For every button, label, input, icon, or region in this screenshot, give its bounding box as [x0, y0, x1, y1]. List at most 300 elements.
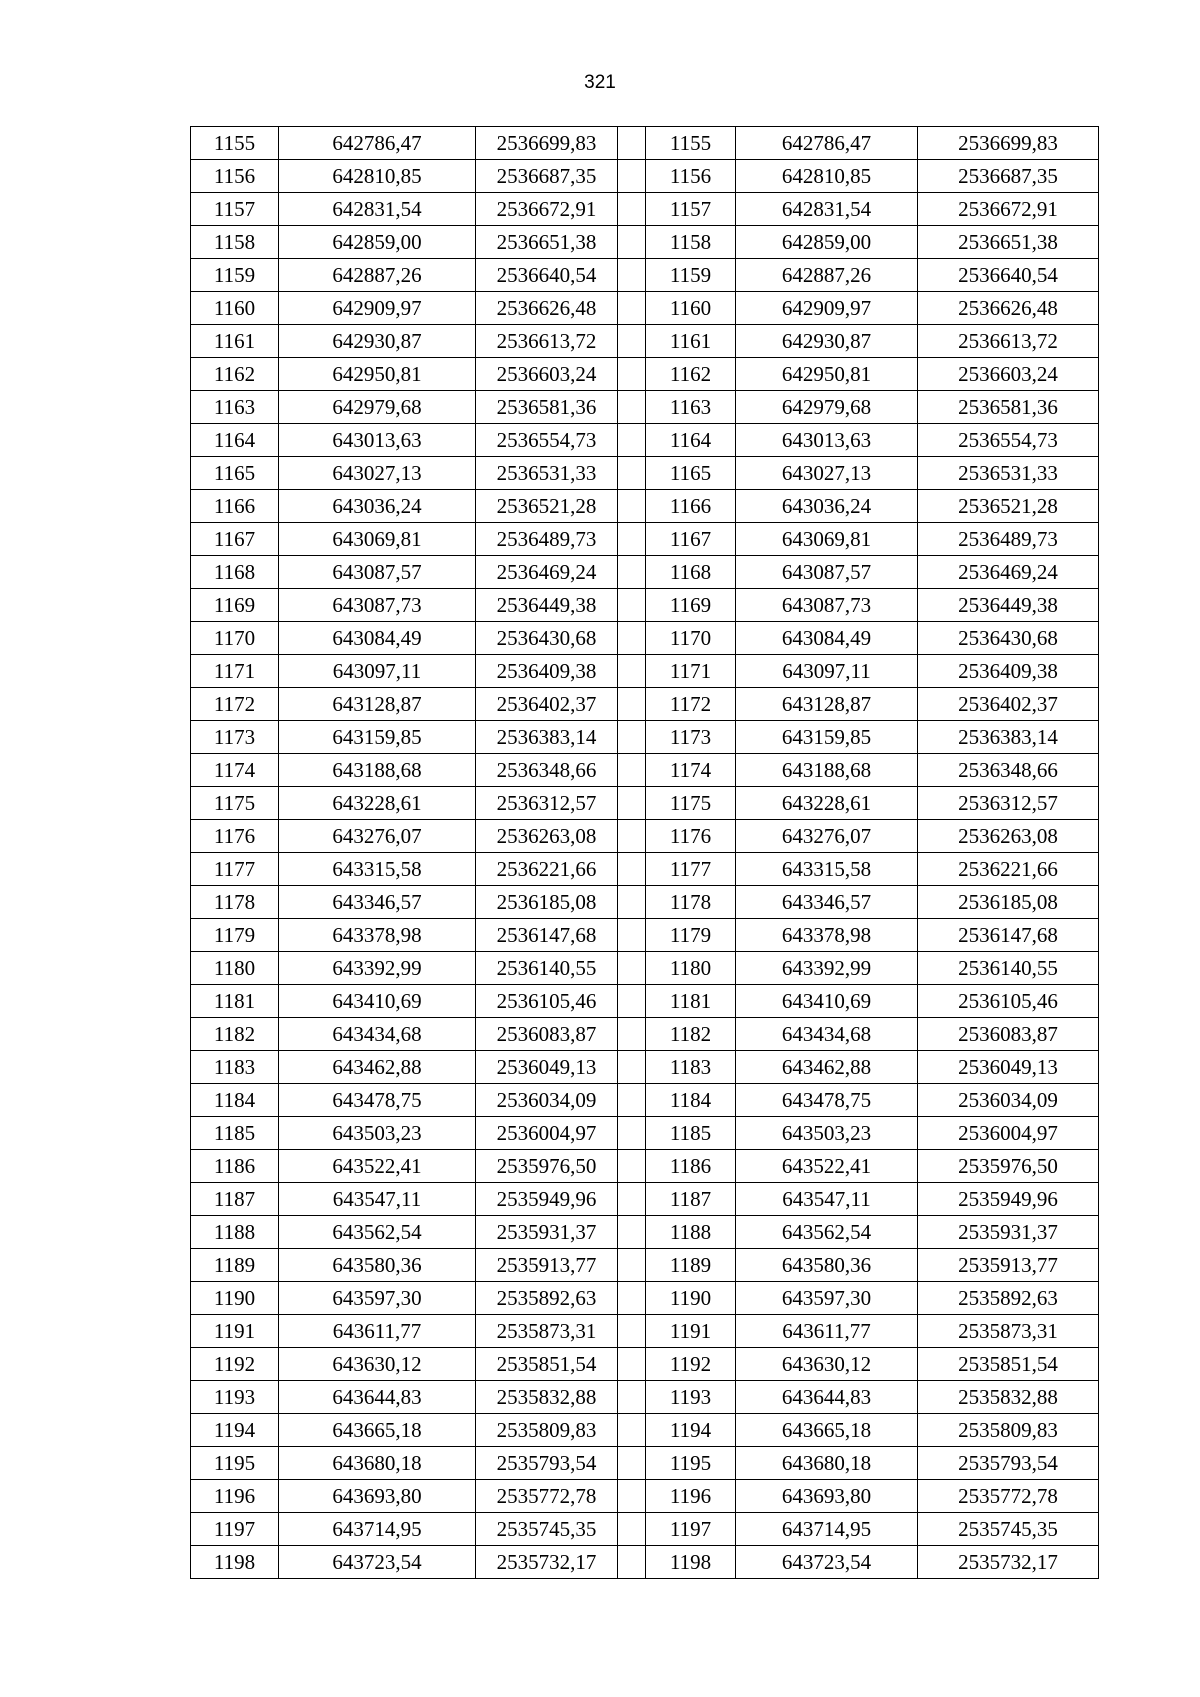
left-y-coordinate-cell: 2536651,38 — [476, 226, 618, 259]
right-y-coordinate-cell: 2536402,37 — [918, 688, 1099, 721]
table-row — [191, 1315, 1099, 1348]
right-y-coordinate-cell: 2536672,91 — [918, 193, 1099, 226]
table-row — [191, 457, 1099, 490]
right-y-coordinate-cell: 2536409,38 — [918, 655, 1099, 688]
left-y-coordinate-cell: 2535851,54 — [476, 1348, 618, 1381]
left-y-coordinate-cell: 2535732,17 — [476, 1546, 618, 1579]
spacer-cell — [618, 127, 646, 160]
right-point-number-cell: 1191 — [646, 1315, 736, 1348]
right-point-number-cell: 1165 — [646, 457, 736, 490]
right-x-coordinate-cell: 643087,57 — [736, 556, 918, 589]
right-point-number-cell: 1163 — [646, 391, 736, 424]
right-y-coordinate-cell: 2536140,55 — [918, 952, 1099, 985]
right-y-coordinate-cell: 2536531,33 — [918, 457, 1099, 490]
right-x-coordinate-cell: 643087,73 — [736, 589, 918, 622]
right-y-coordinate-cell: 2535772,78 — [918, 1480, 1099, 1513]
right-x-coordinate-cell: 643547,11 — [736, 1183, 918, 1216]
left-x-coordinate-cell: 643478,75 — [279, 1084, 476, 1117]
left-y-coordinate-cell: 2536083,87 — [476, 1018, 618, 1051]
right-x-coordinate-cell: 642979,68 — [736, 391, 918, 424]
left-y-coordinate-cell: 2536383,14 — [476, 721, 618, 754]
left-point-number-cell: 1157 — [191, 193, 279, 226]
right-point-number-cell: 1179 — [646, 919, 736, 952]
left-point-number-cell: 1173 — [191, 721, 279, 754]
left-y-coordinate-cell: 2536348,66 — [476, 754, 618, 787]
right-x-coordinate-cell: 642930,87 — [736, 325, 918, 358]
left-x-coordinate-cell: 643611,77 — [279, 1315, 476, 1348]
table-row — [191, 1414, 1099, 1447]
table-row — [191, 325, 1099, 358]
spacer-cell — [618, 457, 646, 490]
right-point-number-cell: 1158 — [646, 226, 736, 259]
spacer-cell — [618, 1051, 646, 1084]
left-y-coordinate-cell: 2536263,08 — [476, 820, 618, 853]
right-y-coordinate-cell: 2536554,73 — [918, 424, 1099, 457]
left-point-number-cell: 1195 — [191, 1447, 279, 1480]
left-y-coordinate-cell: 2535949,96 — [476, 1183, 618, 1216]
left-point-number-cell: 1168 — [191, 556, 279, 589]
left-x-coordinate-cell: 643027,13 — [279, 457, 476, 490]
left-y-coordinate-cell: 2535793,54 — [476, 1447, 618, 1480]
right-x-coordinate-cell: 643069,81 — [736, 523, 918, 556]
spacer-cell — [618, 193, 646, 226]
left-y-coordinate-cell: 2536402,37 — [476, 688, 618, 721]
right-y-coordinate-cell: 2536004,97 — [918, 1117, 1099, 1150]
left-point-number-cell: 1196 — [191, 1480, 279, 1513]
left-y-coordinate-cell: 2536469,24 — [476, 556, 618, 589]
right-x-coordinate-cell: 643478,75 — [736, 1084, 918, 1117]
left-point-number-cell: 1197 — [191, 1513, 279, 1546]
right-point-number-cell: 1186 — [646, 1150, 736, 1183]
left-point-number-cell: 1162 — [191, 358, 279, 391]
right-point-number-cell: 1184 — [646, 1084, 736, 1117]
right-x-coordinate-cell: 643036,24 — [736, 490, 918, 523]
left-x-coordinate-cell: 643680,18 — [279, 1447, 476, 1480]
right-point-number-cell: 1160 — [646, 292, 736, 325]
right-point-number-cell: 1171 — [646, 655, 736, 688]
right-point-number-cell: 1182 — [646, 1018, 736, 1051]
left-y-coordinate-cell: 2536004,97 — [476, 1117, 618, 1150]
table-row — [191, 1249, 1099, 1282]
spacer-cell — [618, 985, 646, 1018]
right-x-coordinate-cell: 643027,13 — [736, 457, 918, 490]
spacer-cell — [618, 160, 646, 193]
spacer-cell — [618, 820, 646, 853]
right-x-coordinate-cell: 643315,58 — [736, 853, 918, 886]
left-y-coordinate-cell: 2536626,48 — [476, 292, 618, 325]
left-point-number-cell: 1164 — [191, 424, 279, 457]
right-point-number-cell: 1185 — [646, 1117, 736, 1150]
left-point-number-cell: 1175 — [191, 787, 279, 820]
right-y-coordinate-cell: 2536687,35 — [918, 160, 1099, 193]
right-y-coordinate-cell: 2535793,54 — [918, 1447, 1099, 1480]
right-y-coordinate-cell: 2535832,88 — [918, 1381, 1099, 1414]
right-x-coordinate-cell: 643723,54 — [736, 1546, 918, 1579]
left-point-number-cell: 1155 — [191, 127, 279, 160]
left-point-number-cell: 1179 — [191, 919, 279, 952]
left-point-number-cell: 1187 — [191, 1183, 279, 1216]
left-x-coordinate-cell: 643392,99 — [279, 952, 476, 985]
left-x-coordinate-cell: 643013,63 — [279, 424, 476, 457]
right-y-coordinate-cell: 2535873,31 — [918, 1315, 1099, 1348]
left-x-coordinate-cell: 643547,11 — [279, 1183, 476, 1216]
right-y-coordinate-cell: 2536147,68 — [918, 919, 1099, 952]
right-y-coordinate-cell: 2536521,28 — [918, 490, 1099, 523]
right-x-coordinate-cell: 643346,57 — [736, 886, 918, 919]
right-y-coordinate-cell: 2536699,83 — [918, 127, 1099, 160]
left-point-number-cell: 1189 — [191, 1249, 279, 1282]
left-y-coordinate-cell: 2535873,31 — [476, 1315, 618, 1348]
right-x-coordinate-cell: 643562,54 — [736, 1216, 918, 1249]
spacer-cell — [618, 1414, 646, 1447]
left-x-coordinate-cell: 643128,87 — [279, 688, 476, 721]
spacer-cell — [618, 391, 646, 424]
left-x-coordinate-cell: 643087,57 — [279, 556, 476, 589]
spacer-cell — [618, 1150, 646, 1183]
table-row — [191, 688, 1099, 721]
right-point-number-cell: 1169 — [646, 589, 736, 622]
left-x-coordinate-cell: 642831,54 — [279, 193, 476, 226]
left-y-coordinate-cell: 2536640,54 — [476, 259, 618, 292]
right-x-coordinate-cell: 643693,80 — [736, 1480, 918, 1513]
table-row — [191, 127, 1099, 160]
right-y-coordinate-cell: 2536626,48 — [918, 292, 1099, 325]
left-point-number-cell: 1182 — [191, 1018, 279, 1051]
spacer-cell — [618, 490, 646, 523]
table-row — [191, 1282, 1099, 1315]
left-x-coordinate-cell: 643315,58 — [279, 853, 476, 886]
left-x-coordinate-cell: 642909,97 — [279, 292, 476, 325]
left-x-coordinate-cell: 642930,87 — [279, 325, 476, 358]
left-point-number-cell: 1188 — [191, 1216, 279, 1249]
right-point-number-cell: 1156 — [646, 160, 736, 193]
left-y-coordinate-cell: 2535772,78 — [476, 1480, 618, 1513]
left-x-coordinate-cell: 643644,83 — [279, 1381, 476, 1414]
right-x-coordinate-cell: 643013,63 — [736, 424, 918, 457]
left-x-coordinate-cell: 643084,49 — [279, 622, 476, 655]
right-x-coordinate-cell: 642909,97 — [736, 292, 918, 325]
table-row — [191, 1513, 1099, 1546]
table-row — [191, 1348, 1099, 1381]
left-point-number-cell: 1198 — [191, 1546, 279, 1579]
right-y-coordinate-cell: 2535851,54 — [918, 1348, 1099, 1381]
left-point-number-cell: 1183 — [191, 1051, 279, 1084]
spacer-cell — [618, 1315, 646, 1348]
left-y-coordinate-cell: 2536034,09 — [476, 1084, 618, 1117]
left-point-number-cell: 1185 — [191, 1117, 279, 1150]
right-point-number-cell: 1157 — [646, 193, 736, 226]
spacer-cell — [618, 1084, 646, 1117]
right-point-number-cell: 1173 — [646, 721, 736, 754]
right-point-number-cell: 1155 — [646, 127, 736, 160]
left-x-coordinate-cell: 643276,07 — [279, 820, 476, 853]
left-y-coordinate-cell: 2535913,77 — [476, 1249, 618, 1282]
right-y-coordinate-cell: 2536383,14 — [918, 721, 1099, 754]
left-x-coordinate-cell: 643714,95 — [279, 1513, 476, 1546]
right-point-number-cell: 1194 — [646, 1414, 736, 1447]
left-x-coordinate-cell: 642810,85 — [279, 160, 476, 193]
left-x-coordinate-cell: 643503,23 — [279, 1117, 476, 1150]
left-y-coordinate-cell: 2536613,72 — [476, 325, 618, 358]
spacer-cell — [618, 1018, 646, 1051]
left-y-coordinate-cell: 2536521,28 — [476, 490, 618, 523]
right-point-number-cell: 1183 — [646, 1051, 736, 1084]
right-y-coordinate-cell: 2535913,77 — [918, 1249, 1099, 1282]
left-point-number-cell: 1159 — [191, 259, 279, 292]
right-point-number-cell: 1164 — [646, 424, 736, 457]
table-row — [191, 259, 1099, 292]
spacer-cell — [618, 688, 646, 721]
spacer-cell — [618, 1348, 646, 1381]
left-y-coordinate-cell: 2535832,88 — [476, 1381, 618, 1414]
right-point-number-cell: 1188 — [646, 1216, 736, 1249]
right-y-coordinate-cell: 2536613,72 — [918, 325, 1099, 358]
left-y-coordinate-cell: 2535809,83 — [476, 1414, 618, 1447]
right-point-number-cell: 1189 — [646, 1249, 736, 1282]
left-point-number-cell: 1160 — [191, 292, 279, 325]
right-point-number-cell: 1178 — [646, 886, 736, 919]
right-point-number-cell: 1177 — [646, 853, 736, 886]
right-y-coordinate-cell: 2536640,54 — [918, 259, 1099, 292]
left-x-coordinate-cell: 643434,68 — [279, 1018, 476, 1051]
table-row — [191, 1117, 1099, 1150]
left-y-coordinate-cell: 2535976,50 — [476, 1150, 618, 1183]
left-point-number-cell: 1178 — [191, 886, 279, 919]
right-y-coordinate-cell: 2535745,35 — [918, 1513, 1099, 1546]
left-point-number-cell: 1177 — [191, 853, 279, 886]
right-y-coordinate-cell: 2535732,17 — [918, 1546, 1099, 1579]
table-row — [191, 820, 1099, 853]
table-row — [191, 424, 1099, 457]
table-row — [191, 886, 1099, 919]
spacer-cell — [618, 1117, 646, 1150]
left-x-coordinate-cell: 642979,68 — [279, 391, 476, 424]
left-point-number-cell: 1172 — [191, 688, 279, 721]
right-y-coordinate-cell: 2536083,87 — [918, 1018, 1099, 1051]
right-y-coordinate-cell: 2536430,68 — [918, 622, 1099, 655]
spacer-cell — [618, 325, 646, 358]
left-x-coordinate-cell: 643462,88 — [279, 1051, 476, 1084]
left-x-coordinate-cell: 643665,18 — [279, 1414, 476, 1447]
right-x-coordinate-cell: 643665,18 — [736, 1414, 918, 1447]
right-point-number-cell: 1196 — [646, 1480, 736, 1513]
left-x-coordinate-cell: 643069,81 — [279, 523, 476, 556]
spacer-cell — [618, 721, 646, 754]
right-x-coordinate-cell: 643228,61 — [736, 787, 918, 820]
left-y-coordinate-cell: 2536221,66 — [476, 853, 618, 886]
left-x-coordinate-cell: 643036,24 — [279, 490, 476, 523]
left-x-coordinate-cell: 643097,11 — [279, 655, 476, 688]
right-x-coordinate-cell: 643410,69 — [736, 985, 918, 1018]
left-x-coordinate-cell: 643522,41 — [279, 1150, 476, 1183]
spacer-cell — [618, 1216, 646, 1249]
right-y-coordinate-cell: 2536449,38 — [918, 589, 1099, 622]
right-point-number-cell: 1195 — [646, 1447, 736, 1480]
spacer-cell — [618, 226, 646, 259]
right-x-coordinate-cell: 642887,26 — [736, 259, 918, 292]
left-y-coordinate-cell: 2536699,83 — [476, 127, 618, 160]
table-row — [191, 1381, 1099, 1414]
right-y-coordinate-cell: 2536105,46 — [918, 985, 1099, 1018]
right-y-coordinate-cell: 2535931,37 — [918, 1216, 1099, 1249]
right-y-coordinate-cell: 2535949,96 — [918, 1183, 1099, 1216]
left-point-number-cell: 1166 — [191, 490, 279, 523]
right-y-coordinate-cell: 2536651,38 — [918, 226, 1099, 259]
table-row — [191, 622, 1099, 655]
right-x-coordinate-cell: 643188,68 — [736, 754, 918, 787]
table-row — [191, 1150, 1099, 1183]
spacer-cell — [618, 1249, 646, 1282]
right-point-number-cell: 1175 — [646, 787, 736, 820]
right-x-coordinate-cell: 643378,98 — [736, 919, 918, 952]
right-y-coordinate-cell: 2535892,63 — [918, 1282, 1099, 1315]
table-row — [191, 1447, 1099, 1480]
left-x-coordinate-cell: 643087,73 — [279, 589, 476, 622]
spacer-cell — [618, 622, 646, 655]
right-point-number-cell: 1170 — [646, 622, 736, 655]
right-point-number-cell: 1197 — [646, 1513, 736, 1546]
left-y-coordinate-cell: 2536672,91 — [476, 193, 618, 226]
table-row — [191, 952, 1099, 985]
left-x-coordinate-cell: 642887,26 — [279, 259, 476, 292]
spacer-cell — [618, 589, 646, 622]
left-point-number-cell: 1190 — [191, 1282, 279, 1315]
right-point-number-cell: 1161 — [646, 325, 736, 358]
left-point-number-cell: 1192 — [191, 1348, 279, 1381]
spacer-cell — [618, 1183, 646, 1216]
table-row — [191, 556, 1099, 589]
right-point-number-cell: 1193 — [646, 1381, 736, 1414]
left-point-number-cell: 1163 — [191, 391, 279, 424]
spacer-cell — [618, 886, 646, 919]
right-x-coordinate-cell: 643097,11 — [736, 655, 918, 688]
left-y-coordinate-cell: 2535745,35 — [476, 1513, 618, 1546]
left-y-coordinate-cell: 2536105,46 — [476, 985, 618, 1018]
right-y-coordinate-cell: 2536312,57 — [918, 787, 1099, 820]
right-x-coordinate-cell: 642786,47 — [736, 127, 918, 160]
right-x-coordinate-cell: 643392,99 — [736, 952, 918, 985]
right-y-coordinate-cell: 2536469,24 — [918, 556, 1099, 589]
left-point-number-cell: 1193 — [191, 1381, 279, 1414]
right-y-coordinate-cell: 2536221,66 — [918, 853, 1099, 886]
right-point-number-cell: 1174 — [646, 754, 736, 787]
table-row — [191, 226, 1099, 259]
left-point-number-cell: 1167 — [191, 523, 279, 556]
table-row — [191, 1084, 1099, 1117]
left-point-number-cell: 1170 — [191, 622, 279, 655]
left-y-coordinate-cell: 2536603,24 — [476, 358, 618, 391]
spacer-cell — [618, 1513, 646, 1546]
right-x-coordinate-cell: 643434,68 — [736, 1018, 918, 1051]
left-point-number-cell: 1184 — [191, 1084, 279, 1117]
spacer-cell — [618, 424, 646, 457]
left-point-number-cell: 1169 — [191, 589, 279, 622]
right-y-coordinate-cell: 2536581,36 — [918, 391, 1099, 424]
spacer-cell — [618, 787, 646, 820]
right-x-coordinate-cell: 643680,18 — [736, 1447, 918, 1480]
left-point-number-cell: 1165 — [191, 457, 279, 490]
spacer-cell — [618, 655, 646, 688]
table-row — [191, 1546, 1099, 1579]
left-x-coordinate-cell: 643580,36 — [279, 1249, 476, 1282]
table-row — [191, 1183, 1099, 1216]
table-row — [191, 1216, 1099, 1249]
left-x-coordinate-cell: 643723,54 — [279, 1546, 476, 1579]
left-point-number-cell: 1161 — [191, 325, 279, 358]
left-point-number-cell: 1191 — [191, 1315, 279, 1348]
right-y-coordinate-cell: 2535809,83 — [918, 1414, 1099, 1447]
right-y-coordinate-cell: 2536489,73 — [918, 523, 1099, 556]
right-point-number-cell: 1198 — [646, 1546, 736, 1579]
spacer-cell — [618, 358, 646, 391]
right-x-coordinate-cell: 643276,07 — [736, 820, 918, 853]
left-y-coordinate-cell: 2536581,36 — [476, 391, 618, 424]
table-row — [191, 721, 1099, 754]
coordinates-table — [190, 126, 1099, 1579]
left-point-number-cell: 1174 — [191, 754, 279, 787]
left-point-number-cell: 1171 — [191, 655, 279, 688]
page-number: 321 — [584, 72, 616, 93]
left-x-coordinate-cell: 643562,54 — [279, 1216, 476, 1249]
spacer-cell — [618, 754, 646, 787]
right-x-coordinate-cell: 643611,77 — [736, 1315, 918, 1348]
left-point-number-cell: 1181 — [191, 985, 279, 1018]
spacer-cell — [618, 919, 646, 952]
spacer-cell — [618, 523, 646, 556]
right-x-coordinate-cell: 643580,36 — [736, 1249, 918, 1282]
table-row — [191, 1480, 1099, 1513]
right-x-coordinate-cell: 643644,83 — [736, 1381, 918, 1414]
left-point-number-cell: 1186 — [191, 1150, 279, 1183]
spacer-cell — [618, 952, 646, 985]
right-y-coordinate-cell: 2536185,08 — [918, 886, 1099, 919]
left-y-coordinate-cell: 2536147,68 — [476, 919, 618, 952]
spacer-cell — [618, 1381, 646, 1414]
right-x-coordinate-cell: 642859,00 — [736, 226, 918, 259]
right-y-coordinate-cell: 2536034,09 — [918, 1084, 1099, 1117]
left-y-coordinate-cell: 2536531,33 — [476, 457, 618, 490]
left-point-number-cell: 1194 — [191, 1414, 279, 1447]
right-x-coordinate-cell: 643714,95 — [736, 1513, 918, 1546]
right-x-coordinate-cell: 643630,12 — [736, 1348, 918, 1381]
left-x-coordinate-cell: 643378,98 — [279, 919, 476, 952]
left-x-coordinate-cell: 643188,68 — [279, 754, 476, 787]
right-point-number-cell: 1192 — [646, 1348, 736, 1381]
right-point-number-cell: 1181 — [646, 985, 736, 1018]
right-point-number-cell: 1187 — [646, 1183, 736, 1216]
right-x-coordinate-cell: 642950,81 — [736, 358, 918, 391]
table-row — [191, 1051, 1099, 1084]
right-point-number-cell: 1190 — [646, 1282, 736, 1315]
table-row — [191, 358, 1099, 391]
left-x-coordinate-cell: 643228,61 — [279, 787, 476, 820]
table-row — [191, 787, 1099, 820]
right-y-coordinate-cell: 2536049,13 — [918, 1051, 1099, 1084]
left-y-coordinate-cell: 2536049,13 — [476, 1051, 618, 1084]
left-x-coordinate-cell: 643597,30 — [279, 1282, 476, 1315]
spacer-cell — [618, 1480, 646, 1513]
table-row — [191, 589, 1099, 622]
right-y-coordinate-cell: 2536263,08 — [918, 820, 1099, 853]
right-x-coordinate-cell: 642831,54 — [736, 193, 918, 226]
table-row — [191, 919, 1099, 952]
left-point-number-cell: 1156 — [191, 160, 279, 193]
right-x-coordinate-cell: 643522,41 — [736, 1150, 918, 1183]
left-x-coordinate-cell: 643630,12 — [279, 1348, 476, 1381]
right-x-coordinate-cell: 643084,49 — [736, 622, 918, 655]
left-y-coordinate-cell: 2536312,57 — [476, 787, 618, 820]
table-row — [191, 985, 1099, 1018]
